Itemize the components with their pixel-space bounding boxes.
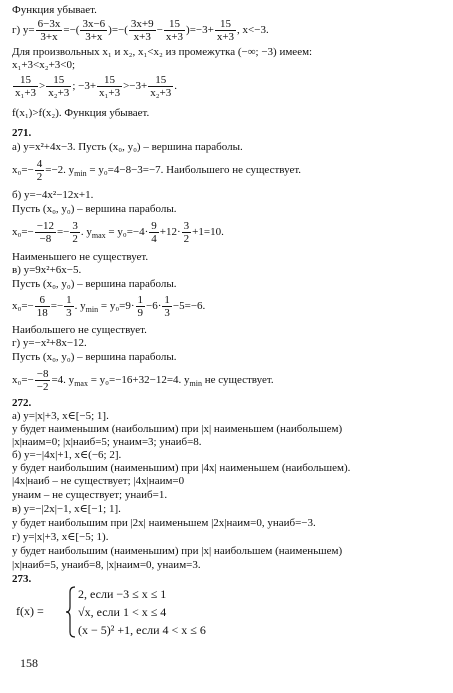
subscript: max: [74, 379, 88, 389]
text: =−: [50, 300, 64, 313]
text-line: Функция убывает.: [12, 4, 97, 16]
page-number: 158: [20, 656, 38, 670]
text: −5=−6.: [172, 300, 206, 313]
text: +1=10.: [192, 226, 224, 239]
problem-number-271: 271.: [12, 127, 32, 139]
text-line: y будет наибольшим (наименьшим) при |4x| наименьшем (наибольшем).: [12, 462, 351, 474]
fraction: [80, 18, 107, 43]
text: x₀=−: [12, 300, 34, 313]
fraction: [36, 18, 63, 43]
text-line: Для произвольных x₁ и x₂, x₁<x₂ из промежутка (−∞; −3) имеем:: [12, 46, 313, 58]
text: x₀=−: [12, 226, 34, 239]
numerator: 6−3x: [37, 18, 61, 30]
piecewise-case-1: 2, если −3 ≤ x ≤ 1: [78, 587, 167, 601]
numerator: 1: [164, 294, 170, 306]
text-line: б) y=−4x²−12x+1.: [12, 189, 94, 201]
numerator: 15: [148, 74, 173, 87]
text: >: [39, 80, 46, 93]
fraction: [136, 294, 146, 319]
fraction: [162, 294, 172, 319]
text: −: [156, 24, 163, 37]
text-line: y будет наибольшим при |2x| наименьшем |2x|наим=0, yнаиб=−3.: [12, 517, 316, 529]
numerator: 3x−6: [82, 18, 106, 30]
text-line: а) y=x²+4x−3. Пусть (x₀, y₀) – вершина параболы.: [12, 141, 243, 153]
fraction: [164, 18, 185, 43]
fraction: [182, 220, 192, 245]
text-line: |x|наиб=5, yнаиб=8, |x|наим=0, yнаим=3.: [12, 559, 201, 571]
text: .: [174, 80, 177, 93]
text: )=−3+: [186, 24, 214, 37]
piecewise-label: f(x) =: [16, 604, 44, 618]
denominator: 2: [72, 233, 78, 245]
text: +12·: [159, 226, 181, 239]
denominator: −8: [39, 233, 52, 245]
text-line: yнаим – не существует; yнаиб=1.: [12, 489, 168, 501]
fraction: [13, 74, 38, 99]
subscript: max: [91, 231, 106, 241]
denominator: 4: [151, 233, 157, 245]
equation-line: [12, 18, 269, 43]
denominator: 3+x: [85, 31, 103, 43]
piecewise-case-3: (x − 5)² +1, если 4 < x ≤ 6: [78, 623, 206, 637]
text-line: в) y=−|2x|−1, x∈[−1; 1].: [12, 503, 121, 515]
numerator: 15: [164, 18, 185, 31]
denominator: 18: [36, 307, 48, 319]
subscript: min: [74, 169, 87, 179]
denominator: x+3: [133, 31, 151, 43]
numerator: 15: [97, 74, 122, 87]
equation-line: [12, 74, 177, 99]
fraction: [149, 220, 159, 245]
fraction: [35, 294, 50, 319]
text: не существует.: [201, 374, 274, 387]
text: x₀=−: [12, 164, 34, 177]
numerator: 15: [215, 18, 236, 31]
text: = y₀=−4·: [105, 226, 149, 239]
text-line: г) y=−x²+8x−12.: [12, 337, 87, 349]
text-line: Пусть (x₀, y₀) – вершина параболы.: [12, 278, 177, 290]
text-line: в) y=9x²+6x−5.: [12, 264, 82, 276]
equation-line: [12, 158, 301, 183]
denominator: 3: [66, 307, 72, 319]
equation-line: [12, 220, 224, 245]
text-line: y будет наибольшим (наименьшим) при |x| наибольшем (наименьшем): [12, 545, 343, 557]
denominator: x₂+3: [150, 87, 172, 99]
equation-line: [12, 368, 274, 393]
fraction: [97, 74, 122, 99]
denominator: 9: [137, 307, 144, 319]
fraction: [46, 74, 71, 99]
fraction: [64, 294, 74, 319]
piecewise-case-2: √x, если 1 < x ≤ 4: [78, 605, 167, 619]
text: x₀=−: [12, 374, 34, 387]
text-line: б) y=−|4x|+1, x∈(−6; 2].: [12, 449, 122, 461]
numerator: 3: [183, 220, 190, 232]
numerator: 1: [137, 294, 144, 306]
fraction: [35, 220, 56, 245]
denominator: x₁+3: [15, 87, 37, 99]
numerator: −8: [36, 368, 49, 380]
fraction: [35, 158, 45, 183]
fraction: [70, 220, 80, 245]
fraction: [35, 368, 51, 393]
denominator: 2: [36, 171, 43, 183]
text: . y: [74, 300, 86, 313]
text: =−2. y: [45, 164, 75, 177]
text-line: x₁+3<x₂+3<0;: [12, 59, 76, 71]
text-line: а) y=|x|+3, x∈[−5; 1].: [12, 410, 109, 422]
denominator: x₂+3: [48, 87, 70, 99]
equation-line: [12, 294, 205, 319]
text: =−: [56, 226, 70, 239]
text: )=−(: [108, 24, 128, 37]
left-brace-icon: [66, 586, 76, 638]
numerator: 6: [35, 294, 50, 307]
denominator: x₁+3: [99, 87, 121, 99]
text: >−3+: [123, 80, 148, 93]
denominator: x+3: [165, 31, 184, 43]
numerator: 15: [13, 74, 38, 87]
denominator: 2: [183, 233, 190, 245]
text: ; −3+: [72, 80, 97, 93]
text-line: г) y=|x|+3, x∈[−5; 1).: [12, 531, 109, 543]
text: = y₀=9·: [98, 300, 135, 313]
fraction: [215, 18, 236, 43]
text-line: Наибольшего не существует.: [12, 324, 147, 336]
denominator: −2: [36, 381, 49, 393]
problem-number-272: 272.: [12, 397, 32, 409]
text-line: f(x₁)>f(x₂). Функция убывает.: [12, 107, 150, 119]
fraction: [148, 74, 173, 99]
text: =−(: [63, 24, 80, 37]
text: г) y=: [12, 24, 35, 37]
text: , x<−3.: [237, 24, 269, 37]
fraction: [129, 18, 156, 43]
text-line: Наименьшего не существует.: [12, 251, 149, 263]
problem-number-273: 273.: [12, 573, 32, 585]
text-line: |4x|наиб – не существует; |4x|наим=0: [12, 475, 185, 487]
text-line: y будет наименьшим (наибольшим) при |x| наименьшем (наибольшем): [12, 423, 343, 435]
text: −6·: [146, 300, 162, 313]
denominator: x+3: [216, 31, 235, 43]
text: =4. y: [51, 374, 75, 387]
subscript: min: [189, 379, 202, 389]
numerator: 3x+9: [130, 18, 154, 30]
numerator: 1: [66, 294, 72, 306]
text-line: Пусть (x₀, y₀) – вершина параболы.: [12, 351, 177, 363]
numerator: −12: [36, 220, 54, 232]
numerator: 3: [72, 220, 78, 232]
text: . y: [80, 226, 92, 239]
denominator: 3+x: [40, 31, 58, 43]
text-line: |x|наим=0; |x|наиб=5; yнаим=3; yнаиб=8.: [12, 436, 202, 448]
numerator: 9: [151, 220, 157, 232]
numerator: 15: [46, 74, 71, 87]
text: = y₀=4−8−3=−7. Наибольшего не существует.: [86, 164, 302, 177]
denominator: 3: [164, 307, 170, 319]
text: = y₀=−16+32−12=4. y: [87, 374, 190, 387]
subscript: min: [85, 305, 99, 315]
text-line: Пусть (x₀, y₀) – вершина параболы.: [12, 203, 177, 215]
numerator: 4: [36, 158, 43, 170]
